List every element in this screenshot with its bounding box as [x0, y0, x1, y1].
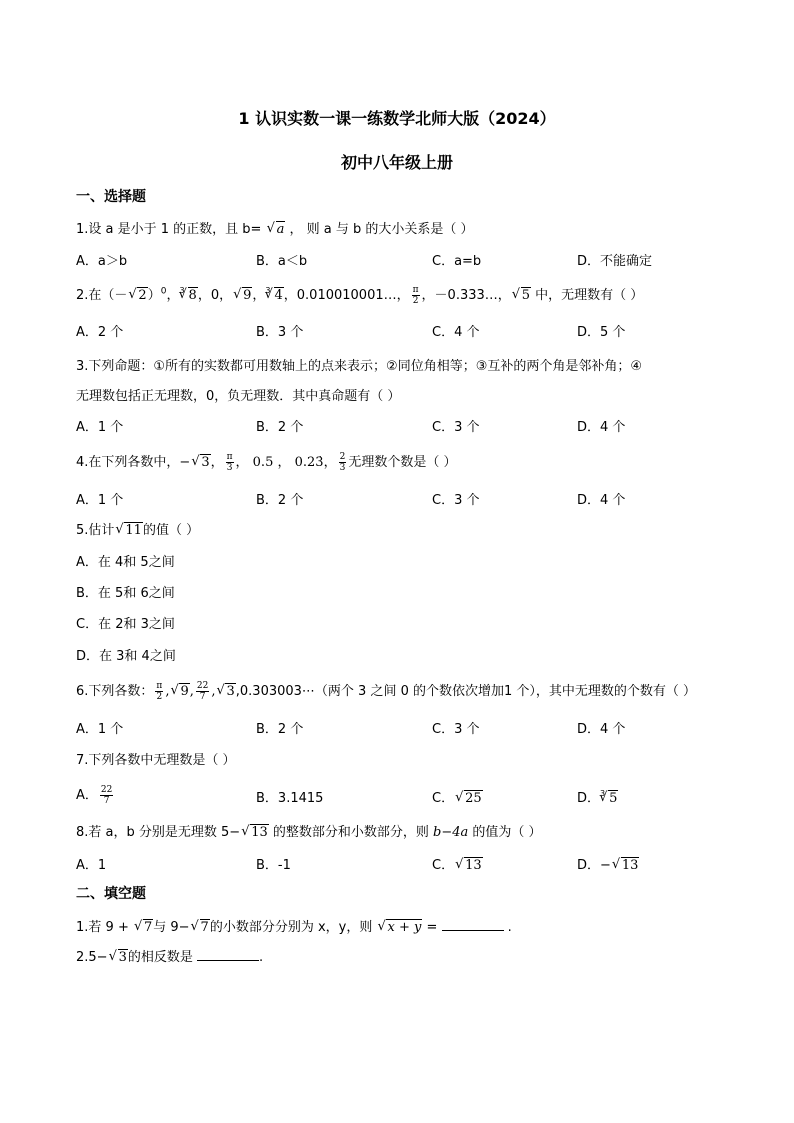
sqrt-3: [191, 455, 210, 470]
q3-option-a[interactable]: A．1 个: [76, 420, 124, 435]
question-3-line-1: 3.下列命题：①所有的实数都可用数轴上的点来表示；②同位角相等；③互补的两个角是邻补角；④: [76, 359, 643, 374]
q7-option-d-label: D．: [577, 791, 601, 806]
q6-rad1: 9: [180, 684, 189, 699]
q6-option-b[interactable]: B．2 个: [256, 722, 304, 737]
q2-exponent: 0: [160, 286, 167, 297]
q5-option-b[interactable]: B．在 5和 6之间: [76, 586, 175, 601]
sqrt-13: [241, 825, 269, 840]
q4-text-a: 4.在下列各数中，: [76, 455, 180, 470]
sqrt-11: [115, 523, 143, 538]
answer-blank[interactable]: [197, 949, 259, 961]
q2-cbrt-index-2: 3: [265, 286, 271, 295]
q8-option-d[interactable]: [577, 854, 639, 873]
q7-d-rad: 5: [609, 791, 618, 806]
f1-text-b: 与 9−: [153, 920, 190, 935]
q2-option-a[interactable]: A．2 个: [76, 325, 124, 340]
fraction-2-over-3: [339, 452, 347, 473]
answer-blank[interactable]: [442, 919, 504, 931]
q6-comma-1: ,: [165, 684, 170, 699]
q2-option-d[interactable]: D．5 个: [577, 325, 626, 340]
sqrt-3: [109, 950, 128, 965]
q4-option-a[interactable]: A．1 个: [76, 493, 124, 508]
q6-option-a[interactable]: A．1 个: [76, 722, 124, 737]
q2-cbrt-index-1: 3: [179, 286, 185, 295]
fill-question-2: [76, 946, 263, 965]
q2-frac-den: 2: [412, 296, 419, 306]
fraction-pi-over-2: [412, 285, 420, 306]
question-3-line-2: 无理数包括正无理数，0，负无理数．其中真命题有（ ）: [76, 389, 401, 404]
q4-f2-num: 2: [339, 452, 346, 462]
q6-f2-num: 22: [196, 681, 209, 691]
worksheet-title: 1 认识实数一课一练数学北师大版（2024）: [238, 109, 556, 128]
sqrt-9: [233, 288, 252, 303]
fill-question-1: [76, 916, 512, 935]
q2-text-a: 2.在（－: [76, 288, 128, 303]
q5-option-c[interactable]: C．在 2和 3之间: [76, 617, 175, 632]
f1-rad1: 7: [143, 920, 153, 935]
q2-text-d: ，0，: [197, 288, 233, 303]
q6-text-b: ,0.303003⋯（两个 3 之间 0 的个数依次增加1 个），其中无理数的个数有（ ）: [235, 684, 697, 699]
q5-text-a: 5.估计: [76, 523, 115, 538]
f2-text-b: 的相反数是: [127, 950, 197, 965]
q2-frac-num: π: [412, 285, 419, 295]
q4-option-d[interactable]: D．4 个: [577, 493, 626, 508]
q7-a-num: 22: [100, 785, 113, 795]
q6-f1-den: 2: [156, 692, 163, 702]
f1-text-d: =: [422, 920, 442, 935]
q4-neg: −: [179, 455, 191, 470]
q2-option-b[interactable]: B．3 个: [256, 325, 304, 340]
q6-rad2: 3: [226, 684, 235, 699]
question-1: [76, 218, 474, 237]
q2-rad2: 9: [243, 288, 252, 303]
q8-d-rad: 13: [621, 858, 639, 873]
q8-option-d-label: D．−: [577, 858, 611, 873]
worksheet-subtitle: 初中八年级上册: [340, 153, 453, 172]
q3-option-d[interactable]: D．4 个: [577, 420, 626, 435]
q4-text-c: ， 0.5 ， 0.2: [235, 455, 316, 470]
sqrt-2: [128, 288, 147, 303]
q2-text-b: ）: [147, 288, 161, 303]
cbrt-5: [599, 791, 618, 806]
q8-text-a: 8.若 a，b 分别是无理数 5−: [76, 825, 241, 840]
q4-rad: 3: [201, 455, 210, 470]
q1-option-b[interactable]: B．a＜b: [256, 254, 308, 269]
q6-comma-3: ,: [211, 684, 216, 699]
q1-option-a[interactable]: A．a＞b: [76, 254, 128, 269]
q7-option-b[interactable]: B．3.1415: [256, 791, 324, 806]
sqrt-a: [267, 222, 286, 237]
q6-option-c[interactable]: C．3 个: [432, 722, 480, 737]
q2-cbrt1: 8: [188, 288, 197, 303]
q6-f1-num: π: [156, 681, 163, 691]
q7-cbrt-index: 3: [600, 789, 606, 798]
q5-rad: 11: [125, 523, 142, 538]
q2-rad1: 2: [138, 288, 147, 303]
question-2: [76, 284, 643, 306]
q6-comma-2: ,: [189, 684, 194, 699]
f1-text-a: 1.若 9 +: [76, 920, 133, 935]
cbrt-8: [179, 288, 198, 303]
q2-option-c[interactable]: C．4 个: [432, 325, 480, 340]
q7-option-d[interactable]: [577, 787, 618, 806]
fraction-pi-over-3: [226, 452, 234, 473]
q4-f2-den: 3: [339, 463, 346, 473]
q4-option-b[interactable]: B．2 个: [256, 493, 304, 508]
f1-rad2: 7: [200, 920, 209, 935]
q1-option-d[interactable]: D．不能确定: [577, 254, 653, 269]
q6-option-d[interactable]: D．4 个: [577, 722, 626, 737]
q2-text-f: ，0.010010001…，: [283, 288, 410, 303]
sqrt-x-plus-y: [377, 920, 422, 935]
q7-option-c-label: C．: [432, 791, 455, 806]
f2-rad: 3: [118, 950, 127, 965]
question-5: [76, 519, 199, 538]
q8-text-b: 的整数部分和小数部分，则: [268, 825, 433, 840]
q2-rad3: 5: [521, 288, 531, 303]
q4-f1-den: 3: [226, 463, 233, 473]
sqrt-13: [612, 858, 640, 873]
sqrt-7: [134, 920, 153, 935]
fraction-22-over-7: [196, 681, 209, 702]
q5-text-b: 的值（ ）: [142, 523, 200, 538]
sqrt-7: [191, 920, 210, 935]
question-8: [76, 821, 542, 840]
q5-option-d[interactable]: D．在 3和 4之间: [76, 649, 176, 664]
q4-text-e: 无理数个数是（ ）: [348, 455, 457, 470]
q5-option-a[interactable]: A．在 4和 5之间: [76, 555, 175, 570]
q7-c-rad: 25: [465, 791, 482, 806]
q7-option-c[interactable]: [432, 787, 483, 806]
q2-text-h: 中，无理数有（ ）: [531, 288, 644, 303]
fraction-pi-over-2: [155, 681, 163, 702]
q4-text-b: ，: [210, 455, 224, 470]
sqrt-25: [455, 791, 483, 806]
q8-rad: 13: [251, 825, 268, 840]
q2-rt4: 4: [274, 288, 283, 303]
f2-text-a: 2.5−: [76, 950, 108, 965]
sqrt-3: [216, 684, 235, 699]
question-6: [76, 680, 696, 702]
q8-option-a[interactable]: A．1: [76, 858, 107, 873]
q2-text-g: ，－0.333…，: [421, 288, 511, 303]
q2-text-e: ，: [252, 288, 266, 303]
q3-option-b[interactable]: B．2 个: [256, 420, 304, 435]
q8-option-c-label: C．: [432, 858, 455, 873]
q7-option-a-label: A．: [76, 788, 98, 803]
q8-option-b[interactable]: B．-1: [256, 858, 291, 873]
q8-text-c: 的值为（ ）: [468, 825, 542, 840]
q3-option-c[interactable]: C．3 个: [432, 420, 480, 435]
q6-text-a: 6.下列各数：: [76, 684, 154, 699]
f1-text-c: 的小数部分分别为 x，y，则: [209, 920, 377, 935]
f1-text-e: .: [503, 920, 512, 935]
q6-f2-den: 7: [199, 692, 206, 702]
q1-text-a: 1.设 a 是小于 1 的正数，且 b=: [76, 222, 262, 237]
q2-text-c: ，: [166, 288, 180, 303]
q7-a-den: 7: [103, 796, 110, 806]
question-4: [76, 451, 456, 473]
f1-rad3: x + y: [387, 920, 422, 935]
sqrt-9: [170, 684, 189, 699]
fraction-22-over-7: [100, 785, 113, 806]
q8-option-c[interactable]: [432, 854, 483, 873]
section-heading-fill-in: 二、填空题: [76, 886, 146, 902]
q4-repeating-digit: 3̇: [315, 455, 324, 470]
q4-option-c[interactable]: C．3 个: [432, 493, 480, 508]
q8-expression: b−4a: [433, 825, 469, 840]
cbrt-4: [265, 288, 284, 303]
section-heading-choice: 一、选择题: [76, 189, 146, 205]
q1-text-b: ， 则 a 与 b 的大小关系是（ ）: [289, 222, 474, 237]
q1-option-c[interactable]: C．a=b: [432, 254, 482, 269]
q4-text-d: ，: [323, 455, 337, 470]
q8-c-rad: 13: [465, 858, 482, 873]
question-7: 7.下列各数中无理数是（ ）: [76, 753, 236, 768]
sqrt-5: [512, 288, 531, 303]
q1-rad-a: a: [276, 222, 285, 237]
q4-f1-num: π: [226, 452, 233, 462]
f2-text-c: .: [259, 950, 264, 965]
q7-option-a[interactable]: [76, 784, 115, 806]
sqrt-13: [455, 858, 483, 873]
